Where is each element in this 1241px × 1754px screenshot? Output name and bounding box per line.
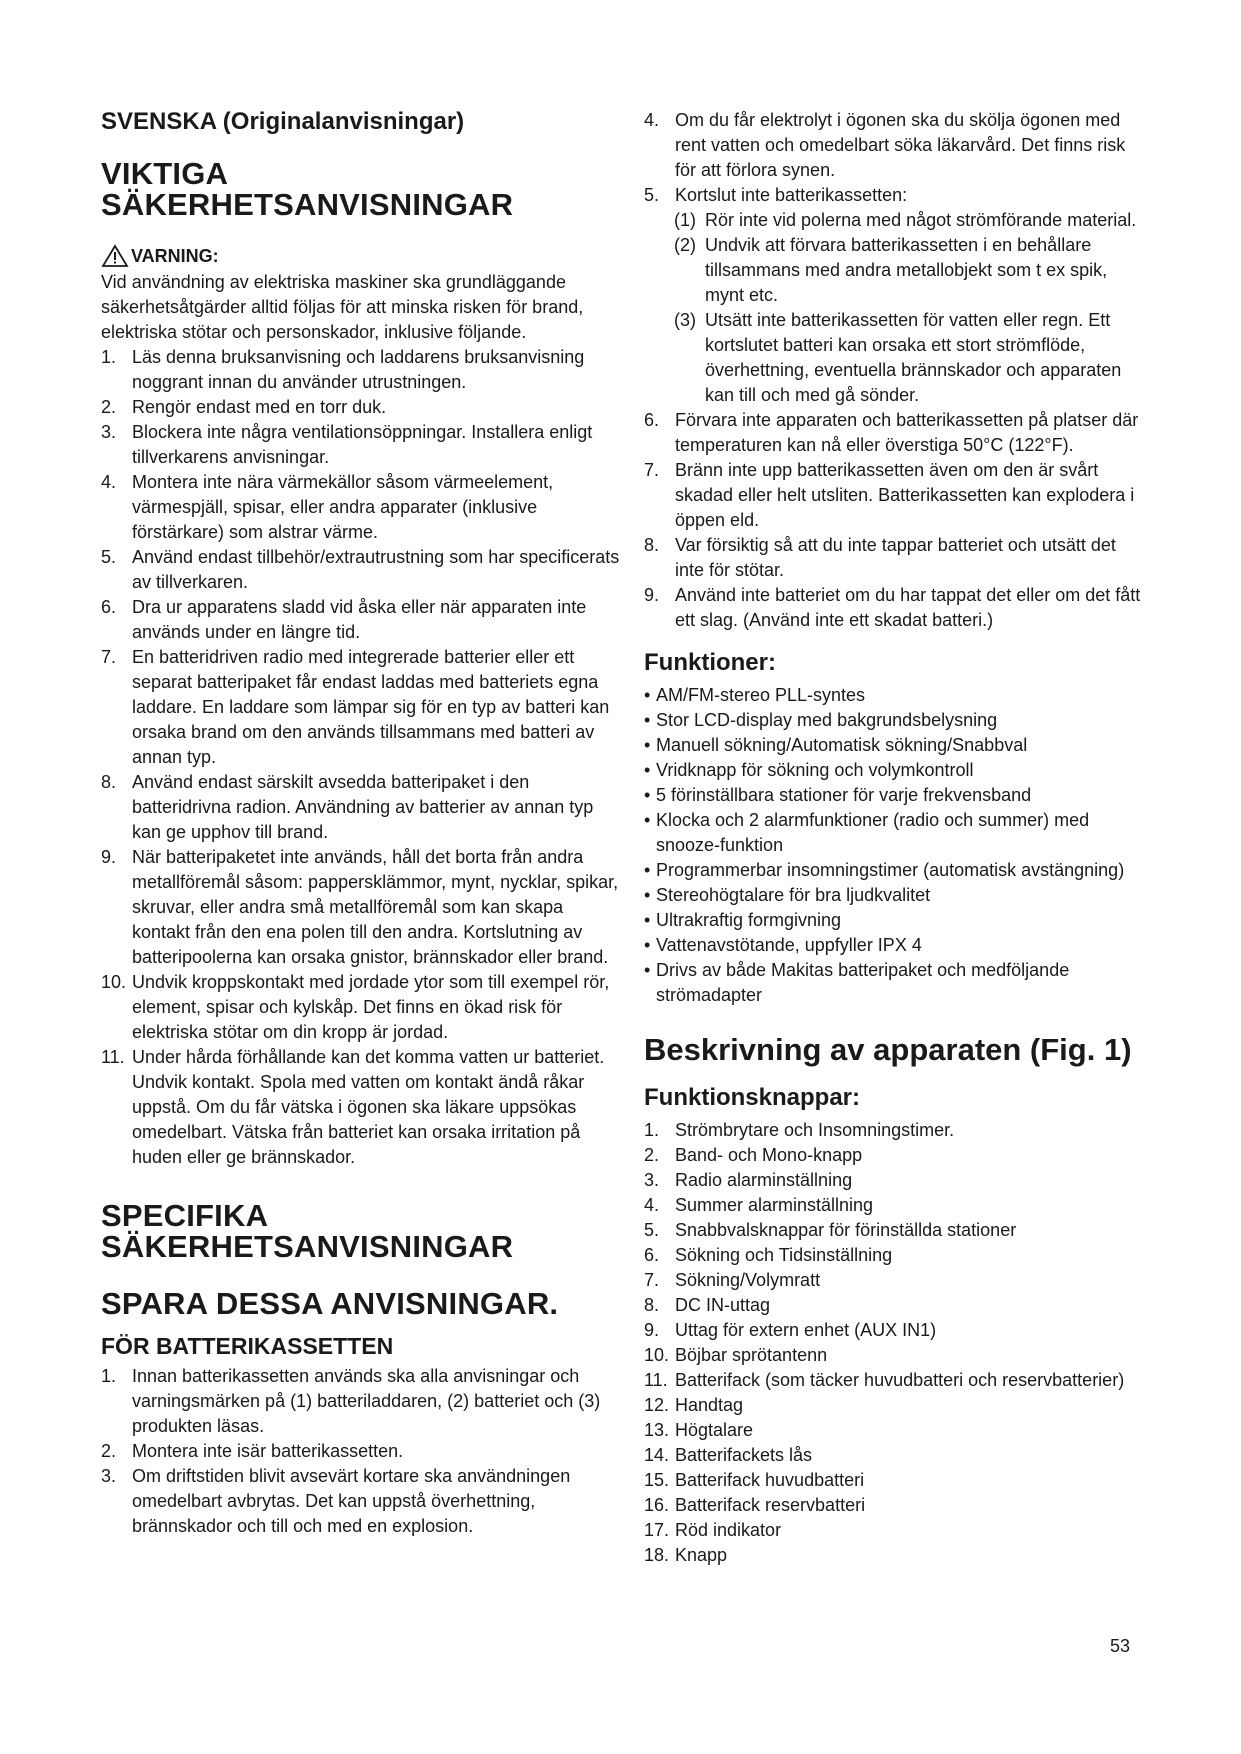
list-item-text: Bränn inte upp batterikassetten även om den är svårt skadad eller helt utsliten. Batterikassetten kan explodera i öppen eld. <box>675 460 1135 530</box>
list-item-text: Högtalare <box>675 1420 754 1440</box>
list-item-number: 8. <box>644 1295 660 1315</box>
description-heading: Beskrivning av apparaten (Fig. 1) <box>644 1032 1132 1067</box>
feature-text: 5 förinställbara stationer för varje frekvensband <box>656 785 1032 805</box>
feature-item <box>644 758 1149 783</box>
bullet-icon: • <box>644 935 651 955</box>
sub-list-item-number: (1) <box>674 210 696 230</box>
features-heading: Funktioner: <box>644 649 776 676</box>
feature-item <box>644 808 1149 858</box>
list-item <box>101 470 621 545</box>
specific-heading <box>101 1200 621 1262</box>
bullet-icon: • <box>644 760 651 780</box>
bullet-icon: • <box>644 685 651 705</box>
specific-heading-line-2: SÄKERHETSANVISNINGAR <box>101 1229 514 1264</box>
list-item-number: 14. <box>644 1445 670 1465</box>
list-item-number: 9. <box>101 847 117 867</box>
list-item <box>101 970 621 1045</box>
list-item-text: Läs denna bruksanvisning och laddarens bruksanvisning noggrant innan du använder utrustningen. <box>132 347 585 392</box>
sub-list-item-number: (3) <box>674 310 696 330</box>
list-item-number: 18. <box>644 1545 670 1565</box>
list-item <box>644 183 1149 208</box>
list-item-number: 3. <box>101 1466 117 1486</box>
list-item <box>644 1268 1149 1293</box>
list-item-number: 1. <box>644 1120 660 1140</box>
list-item-text: Böjbar sprötantenn <box>675 1345 828 1365</box>
list-item <box>644 1393 1149 1418</box>
sub-list-item-text: Rör inte vid polerna med något strömförande material. <box>705 210 1137 230</box>
list-item-text: Röd indikator <box>675 1520 782 1540</box>
list-item-text: Undvik kroppskontakt med jordade ytor som till exempel rör, element, spisar och kylskåp. Det finns en ökad risk för elektriska stötar om din kropp är jordad. <box>132 972 610 1042</box>
save-heading: SPARA DESSA ANVISNINGAR. <box>101 1286 559 1321</box>
bullet-icon: • <box>644 885 651 905</box>
feature-text: Drivs av både Makitas batteripaket och medföljande strömadapter <box>656 960 1070 1005</box>
list-item-number: 2. <box>101 1441 117 1461</box>
list-item <box>644 108 1149 183</box>
list-item-text: Montera inte isär batterikassetten. <box>132 1441 404 1461</box>
list-item <box>644 533 1149 583</box>
list-item <box>644 1293 1149 1318</box>
list-item <box>101 595 621 645</box>
list-item-number: 1. <box>101 347 117 367</box>
list-item-number: 11. <box>101 1047 125 1067</box>
list-item-text: Använd endast särskilt avsedda batteripaket i den batteridrivna radion. Användning av batterier av annan typ kan ge upphov till brand. <box>132 772 594 842</box>
feature-item <box>644 933 1149 958</box>
feature-item <box>644 858 1149 883</box>
list-item-text: Använd endast tillbehör/extrautrustning som har specificerats av tillverkaren. <box>132 547 620 592</box>
list-item-text: Var försiktig så att du inte tappar batteriet och utsätt det inte för stötar. <box>675 535 1116 580</box>
list-item <box>644 583 1149 633</box>
list-item-number: 16. <box>644 1495 670 1515</box>
list-item <box>101 845 621 970</box>
list-item-text: Batterifackets lås <box>675 1445 813 1465</box>
list-item-number: 8. <box>644 535 660 555</box>
list-item-text: Under hårda förhållande kan det komma vatten ur batteriet. Undvik kontakt. Spola med vatten om kontakt ändå råkar uppstå. Om du får vätska i ögonen ska läkare uppsökas omedelbart. Vätska från batteriet kan orsaka irritation på huden eller ge brännskador. <box>132 1047 605 1167</box>
feature-text: Manuell sökning/Automatisk sökning/Snabbval <box>656 735 1028 755</box>
feature-text: Stor LCD-display med bakgrundsbelysning <box>656 710 998 730</box>
warning-heading <box>101 244 621 268</box>
feature-text: Klocka och 2 alarmfunktioner (radio och summer) med snooze-funktion <box>656 810 1090 855</box>
list-item-text: Snabbvalsknappar för förinställda stationer <box>675 1220 1017 1240</box>
list-item <box>101 1045 621 1170</box>
list-item <box>101 420 621 470</box>
list-item-number: 2. <box>644 1145 660 1165</box>
sub-list-item-text: Undvik att förvara batterikassetten i en behållare tillsammans med andra metallobjekt som t ex spik, mynt etc. <box>705 235 1108 305</box>
list-item <box>101 1364 621 1439</box>
battery-heading: FÖR BATTERIKASSETTEN <box>101 1333 394 1359</box>
feature-item <box>644 908 1149 933</box>
list-item-number: 3. <box>644 1170 660 1190</box>
list-item-number: 3. <box>101 422 117 442</box>
list-item <box>644 1418 1149 1443</box>
feature-text: Ultrakraftig formgivning <box>656 910 842 930</box>
battery-list-continued <box>644 108 1149 208</box>
list-item-number: 12. <box>644 1395 670 1415</box>
list-item <box>101 770 621 845</box>
left-column <box>101 108 621 1539</box>
sub-list-item-text: Utsätt inte batterikassetten för vatten eller regn. Ett kortslutet batteri kan orsaka ett stort strömflöde, överhettning, eventuella brännskador och apparaten kan till och med gå sönder. <box>705 310 1122 405</box>
feature-text: AM/FM-stereo PLL-syntes <box>656 685 866 705</box>
list-item-number: 10. <box>644 1345 670 1365</box>
list-item-text: Band- och Mono-knapp <box>675 1145 863 1165</box>
list-item-text: Dra ur apparatens sladd vid åska eller när apparaten inte används under en längre tid. <box>132 597 587 642</box>
right-column <box>644 108 1149 1568</box>
list-item-text: Knapp <box>675 1545 728 1565</box>
feature-item <box>644 958 1149 1008</box>
safety-heading <box>101 158 621 220</box>
list-item <box>644 1368 1149 1393</box>
list-item <box>101 645 621 770</box>
list-item <box>644 1143 1149 1168</box>
list-item-number: 9. <box>644 585 660 605</box>
sub-list-item <box>644 308 1149 408</box>
list-item-text: Montera inte nära värmekällor såsom värmeelement, värmespjäll, spisar, eller andra apparater (inklusive förstärkare) som alstrar värme. <box>132 472 554 542</box>
page-number: 53 <box>1110 1636 1131 1656</box>
list-item-text: En batteridriven radio med integrerade batterier eller ett separat batteripaket får endast laddas med batteriets egna laddare. En laddare som lämpar sig för en typ av batteri kan orsaka brand om den används tillsammans med batteri av annan typ. <box>132 647 610 767</box>
feature-item <box>644 733 1149 758</box>
list-item-text: Uttag för extern enhet (AUX IN1) <box>675 1320 937 1340</box>
warning-text: Vid användning av elektriska maskiner ska grundläggande säkerhetsåtgärder alltid följas för att minska risken för brand, elektriska stötar och personskador, inklusive följande. <box>101 272 584 342</box>
list-item-text: Handtag <box>675 1395 744 1415</box>
list-item-text: Förvara inte apparaten och batterikassetten på platser där temperaturen kan nå eller överstiga 50°C (122°F). <box>675 410 1139 455</box>
bullet-icon: • <box>644 860 651 880</box>
list-item-number: 15. <box>644 1470 670 1490</box>
list-item-number: 17. <box>644 1520 670 1540</box>
battery-list-end <box>644 408 1149 633</box>
safety-heading-line-1: VIKTIGA <box>101 156 229 191</box>
sub-list-item-number: (2) <box>674 235 696 255</box>
feature-text: Vattenavstötande, uppfyller IPX 4 <box>656 935 922 955</box>
list-item-text: Innan batterikassetten används ska alla anvisningar och varningsmärken på (1) batteriladdaren, (2) batteriet och (3) produkten läsas. <box>132 1366 601 1436</box>
feature-item <box>644 683 1149 708</box>
feature-text: Programmerbar insomningstimer (automatisk avstängning) <box>656 860 1125 880</box>
list-item-text: Använd inte batteriet om du har tappat det eller om det fått ett slag. (Använd inte ett skadat batteri.) <box>675 585 1141 630</box>
list-item-number: 4. <box>101 472 117 492</box>
list-item-number: 10. <box>101 972 127 992</box>
language-title: SVENSKA (Originalanvisningar) <box>101 108 465 135</box>
bullet-icon: • <box>644 810 651 830</box>
list-item <box>101 545 621 595</box>
features-list <box>644 683 1149 1008</box>
list-item <box>644 1543 1149 1568</box>
list-item-number: 5. <box>644 185 660 205</box>
warning-label: VARNING: <box>131 245 219 266</box>
list-item <box>644 1218 1149 1243</box>
list-item-number: 7. <box>101 647 117 667</box>
list-item-text: DC IN-uttag <box>675 1295 771 1315</box>
list-item <box>644 1318 1149 1343</box>
list-item-text: Om du får elektrolyt i ögonen ska du skölja ögonen med rent vatten och omedelbart söka läkarvård. Det finns risk för att förlora synen. <box>675 110 1126 180</box>
bullet-icon: • <box>644 735 651 755</box>
list-item-number: 5. <box>101 547 117 567</box>
bullet-icon: • <box>644 960 651 980</box>
list-item <box>644 1443 1149 1468</box>
list-item-number: 4. <box>644 1195 660 1215</box>
list-item <box>644 458 1149 533</box>
list-item-number: 1. <box>101 1366 117 1386</box>
list-item <box>644 1493 1149 1518</box>
list-item-text: Sökning och Tidsinställning <box>675 1245 893 1265</box>
short-circuit-sublist <box>644 208 1149 408</box>
list-item-number: 8. <box>101 772 117 792</box>
bullet-icon: • <box>644 910 651 930</box>
list-item-text: Rengör endast med en torr duk. <box>132 397 387 417</box>
safety-list <box>101 345 621 1170</box>
list-item-number: 5. <box>644 1220 660 1240</box>
bullet-icon: • <box>644 785 651 805</box>
buttons-list <box>644 1118 1149 1568</box>
list-item-text: Strömbrytare och Insomningstimer. <box>675 1120 955 1140</box>
list-item <box>644 1193 1149 1218</box>
list-item <box>644 1118 1149 1143</box>
list-item <box>101 1464 621 1539</box>
list-item-number: 9. <box>644 1320 660 1340</box>
list-item-text: Blockera inte några ventilationsöppningar. Installera enligt tillverkarens anvisningar. <box>132 422 593 467</box>
list-item <box>644 1243 1149 1268</box>
list-item-number: 13. <box>644 1420 670 1440</box>
buttons-heading: Funktionsknappar: <box>644 1084 861 1111</box>
list-item-text: Kortslut inte batterikassetten: <box>675 185 908 205</box>
sub-list-item <box>644 233 1149 308</box>
list-item-number: 6. <box>101 597 117 617</box>
warning-triangle-icon <box>101 244 129 268</box>
list-item <box>101 1439 621 1464</box>
list-item-number: 11. <box>644 1370 668 1390</box>
battery-list <box>101 1364 621 1539</box>
list-item-number: 2. <box>101 397 117 417</box>
list-item-number: 7. <box>644 460 660 480</box>
list-item <box>644 1468 1149 1493</box>
list-item <box>644 1518 1149 1543</box>
list-item-text: Summer alarminställning <box>675 1195 874 1215</box>
feature-text: Vridknapp för sökning och volymkontroll <box>656 760 974 780</box>
sub-list-item <box>644 208 1149 233</box>
list-item <box>644 1168 1149 1193</box>
list-item-text: När batteripaketet inte används, håll det borta från andra metallföremål såsom: pappersklämmor, mynt, nycklar, spikar, skruvar, eller andra små metallföremål som kan skapa kontakt från den ena polen till den andra. Kortslutning av batteripoolerna kan orsaka gnistor, brännskador eller brand. <box>132 847 619 967</box>
list-item <box>101 395 621 420</box>
list-item-number: 7. <box>644 1270 660 1290</box>
list-item-text: Batterifack huvudbatteri <box>675 1470 865 1490</box>
bullet-icon: • <box>644 710 651 730</box>
list-item <box>101 345 621 395</box>
specific-heading-line-1: SPECIFIKA <box>101 1198 269 1233</box>
list-item <box>644 1343 1149 1368</box>
list-item-text: Radio alarminställning <box>675 1170 853 1190</box>
list-item <box>644 408 1149 458</box>
list-item-text: Sökning/Volymratt <box>675 1270 821 1290</box>
list-item-number: 4. <box>644 110 660 130</box>
list-item-text: Om driftstiden blivit avsevärt kortare ska användningen omedelbart avbrytas. Det kan uppstå överhettning, brännskador och till och med en explosion. <box>132 1466 571 1536</box>
safety-heading-line-2: SÄKERHETSANVISNINGAR <box>101 187 514 222</box>
feature-text: Stereohögtalare för bra ljudkvalitet <box>656 885 931 905</box>
list-item-text: Batterifack reservbatteri <box>675 1495 866 1515</box>
feature-item <box>644 708 1149 733</box>
list-item-text: Batterifack (som täcker huvudbatteri och reservbatterier) <box>675 1370 1125 1390</box>
feature-item <box>644 783 1149 808</box>
list-item-number: 6. <box>644 1245 660 1265</box>
feature-item <box>644 883 1149 908</box>
list-item-number: 6. <box>644 410 660 430</box>
